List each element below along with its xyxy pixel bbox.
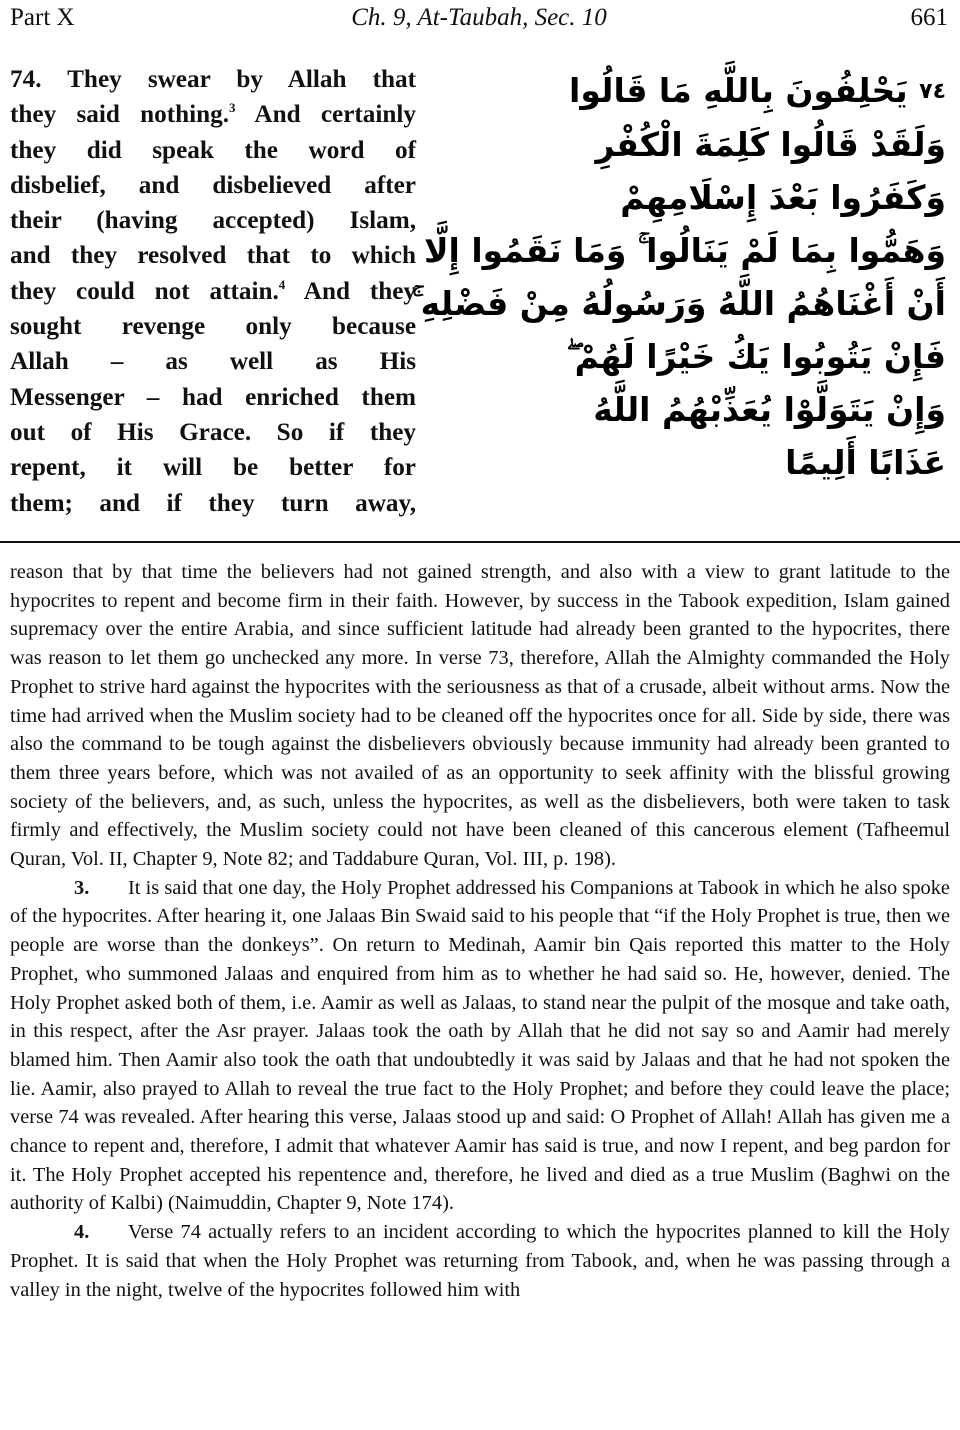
chapter-title: Ch. 9, At-Taubah, Sec. 10	[351, 4, 607, 31]
footnote-text: Verse 74 actually refers to an incident according to which the hypocrites planned to kill the Holy Prophet. It is said that when the Holy Prophet was returning from Tabook, and, when he was passing through a valley in the night, twelve of the hypocrites followed him with	[10, 1221, 950, 1301]
verse-line: sought revenge only because	[10, 313, 416, 341]
verse-line: out of His Grace. So if they	[10, 418, 416, 446]
page-header	[10, 0, 948, 36]
arabic-line: وَكَفَرُوا بَعْدَ إِسْلَامِهِمْ	[620, 178, 946, 217]
commentary-continuation: reason that by that time the believers had not gained strength, and also with a view to grant latitude to the hypocrites to repent and become firm in their faith. However, by success in the Tabook expedition, Islam gained supremacy over the entire Arabia, and since sufficient latitude had already been granted to the hypocrites, there was reason to let them go unchecked any more. In verse 73, therefore, Allah the Almighty commanded the Holy Prophet to strive hard against the hypocrites with the seriousness as that of a crusade, albeit without arms. Now the time had arrived when the Muslim society had to be cleaned off the hypocrites once for all. Side by side, there was also the command to be tough against the disbelievers obviously because immunity had already been granted to them three years before, which was not availed of as an opportunity to seek affinity with the blissful growing society of the believers, and, as such, unless the hypocrites, as well as the disbelievers, both were taken to task firmly and effectively, the Muslim society could not have been cleaned of this cancerous element (Tafheemul Quran, Vol. II, Chapter 9, Note 82; and Taddabure Quran, Vol. III, p. 198).	[10, 561, 950, 871]
footnote-number: 4.	[74, 1221, 90, 1244]
footnote-ref-3: 3	[229, 100, 236, 116]
verse-line: they said nothing.$^3$ And certainly	[10, 100, 416, 129]
verse-line: Allah – as well as His	[10, 348, 416, 376]
verse-line: them; and if they turn away,	[10, 489, 416, 517]
verse-line: their (having accepted) Islam,	[10, 207, 416, 235]
footnote-3	[10, 874, 950, 1218]
verse-line: they did speak the word of	[10, 136, 416, 164]
footnote-ref-4: 4	[278, 276, 286, 292]
verse-line: they could not attain.$^4$ And they	[10, 276, 416, 305]
verse-line: 74. They swear by Allah that	[10, 66, 416, 93]
verse-line: repent, it will be better for	[10, 454, 416, 482]
arabic-line: وَإِنْ يَتَوَلَّوْا يُعَذِّبْهُمُ اللَّهُ	[593, 390, 946, 429]
footnote-number: 3.	[74, 876, 90, 899]
arabic-line: ٧٤ يَحْلِفُونَ بِاللَّهِ مَا قَالُوا	[569, 71, 946, 110]
part-label: Part X	[10, 4, 75, 31]
verse-arabic	[412, 64, 946, 489]
verse-english	[10, 62, 416, 521]
section-divider	[0, 541, 960, 543]
verse-line: disbelief, and disbelieved after	[10, 171, 416, 199]
arabic-line: عَذَابًا أَلِيمًا	[785, 443, 946, 482]
footnote-text: It is said that one day, the Holy Prophet addressed his Companions at Tabook in which he also spoke of the hypocrites. After hearing it, one Jalaas Bin Swaid said to his people that “if the Holy Prophet is true, then we people are worse than the donkeys”. On return to Medinah, Aamir bin Qais reported this matter to the Holy Prophet, who summoned Jalaas and enquired from him as to whether he had said so. He, however, denied. The Holy Prophet asked both of them, i.e. Aamir as well as Jalaas, to stand near the pulpit of the mosque and take oath, in this respect, after the Asr prayer. Jalaas took the oath by Allah that he did not say so and Aamir had merely blamed him. Then Aamir also took the oath that undoubtedly it was said by Jalaas and that he had not spoken the lie. Aamir, also prayed to Allah to reveal the true fact to the Holy Prophet; and before they could leave the place; verse 74 was revealed. After hearing this verse, Jalaas stood up and said: O Prophet of Allah! Allah has given me a chance to repent and, therefore, I admit that whatever Aamir has said is true, and now I repent, and beg pardon for it. The Holy Prophet accepted his repentence and, therefore, he lived and died as a true Muslim (Baghwi on the authority of Kalbi) (Naimuddin, Chapter 9, Note 174).	[10, 876, 950, 1215]
footnote-4	[10, 1218, 950, 1304]
arabic-verse-number: ٧٤	[919, 79, 946, 104]
arabic-line: فَإِنْ يَتُوبُوا يَكُ خَيْرًا لَهُمْ ۖ	[566, 337, 946, 376]
commentary	[10, 558, 950, 1304]
verse-line: and they resolved that to which	[10, 242, 416, 270]
arabic-line: وَهَمُّوا بِمَا لَمْ يَنَالُوا ۚ وَمَا نَقَمُوا إِلَّا	[423, 231, 946, 270]
arabic-line: وَلَقَدْ قَالُوا كَلِمَةَ الْكُفْرِ	[595, 125, 946, 164]
page-number: 661	[910, 4, 948, 31]
arabic-line: أَنْ أَغْنَاهُمُ اللَّهُ وَرَسُولُهُ مِنْ فَضْلِهِ ۚ	[412, 284, 946, 323]
verse-line: Messenger – had enriched them	[10, 383, 416, 411]
